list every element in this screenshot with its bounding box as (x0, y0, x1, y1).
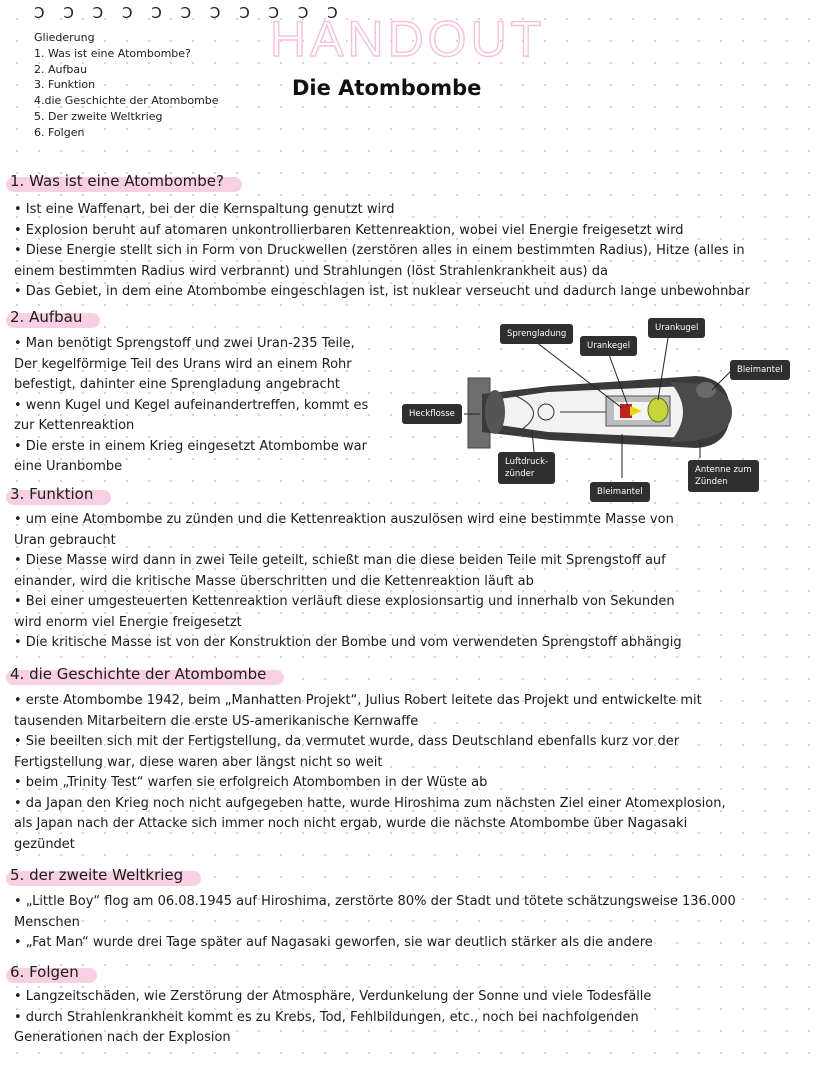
text-line: • Man benötigt Sprengstoff und zwei Uran-235 Teile, (14, 336, 355, 351)
text-line: • „Little Boy“ flog am 06.08.1945 auf Hiroshima, zerstörte 80% der Stadt und tötete schätzungsweise 136.000 (14, 894, 736, 909)
text-line: • Diese Masse wird dann in zwei Teile geteilt, schießt man die diese beiden Teile mit Sprengstoff auf (14, 553, 666, 568)
label-bleimantel-bottom: Bleimantel (590, 482, 650, 502)
text-line: Generationen nach der Explosion (14, 1030, 231, 1045)
text-line: gezündet (14, 836, 75, 852)
toc-item: 3. Funktion (34, 78, 96, 92)
text-line: • Die erste in einem Krieg eingesetzt Atombombe war (14, 438, 367, 454)
label-heckflosse: Heckflosse (402, 404, 462, 424)
text-line: als Japan nach der Attacke sich immer noch nicht ergab, wurde die nächste Atombombe über Nagasaki (14, 816, 688, 831)
text-line: • erste Atombombe 1942, beim „Manhatten Projekt“, Julius Robert leitete das Projekt und entwickelte mit (14, 693, 702, 708)
text-line: • um eine Atombombe zu zünden und die Kettenreaktion auszulösen wird eine bestimmte Masse von (14, 512, 674, 527)
label-antenne: Antenne zum Zünden (688, 460, 759, 492)
label-urankugel: Urankugel (648, 318, 705, 338)
label-sprengladung: Sprengladung (500, 324, 573, 344)
section-heading-4: 4. die Geschichte der Atombombe (10, 665, 266, 683)
text-line: wird enorm viel Energie freigesetzt (14, 614, 242, 630)
section-body-2 (14, 334, 368, 478)
section-heading-1: 1. Was ist eine Atombombe? (10, 172, 224, 190)
text-line: einander, wird die kritische Masse überschritten und die Kettenreaktion läuft ab (14, 573, 534, 589)
text-line: tausenden Mitarbeitern die erste US-amerikanische Kernwaffe (14, 713, 419, 729)
toc-item: 1. Was ist eine Atombombe? (34, 46, 191, 60)
section-heading-5: 5. der zweite Weltkrieg (10, 866, 183, 884)
page-title: Die Atombombe (292, 76, 482, 100)
section-body-5 (14, 892, 736, 954)
section-body-3 (14, 510, 682, 654)
text-line: • wenn Kugel und Kegel aufeinandertreffen, kommt es (14, 397, 369, 413)
section-body-1 (14, 200, 750, 303)
text-line: • beim „Trinity Test“ warfen sie erfolgreich Atombomben in der Wüste ab (14, 775, 488, 790)
text-line: Uran gebraucht (14, 532, 116, 548)
text-line: • Die kritische Masse ist von der Konstruktion der Bombe und vom verwendeten Sprengstoff abhängig (14, 635, 682, 650)
handout-watermark: HANDOUT (270, 11, 546, 67)
section-heading-3: 3. Funktion (10, 485, 93, 503)
text-line: Menschen (14, 914, 80, 930)
text-line: • Sie beeilten sich mit der Fertigstellung, da vermutet wurde, dass Deutschland ebenfalls kurz vor der (14, 734, 680, 749)
text-line: • „Fat Man“ wurde drei Tage später auf Nagasaki geworfen, sie war deutlich stärker als die andere (14, 935, 653, 950)
section-heading-2: 2. Aufbau (10, 308, 82, 326)
text-line: Der kegelförmige Teil des Urans wird an einem Rohr (14, 356, 352, 372)
text-line: • Explosion beruht auf atomaren unkontrollierbaren Kettenreaktion, wobei viel Energie freigesetzt wird (14, 222, 684, 238)
section-body-4 (14, 691, 726, 855)
label-bleimantel-top: Bleimantel (730, 360, 790, 380)
text-line: Fertigstellung war, diese waren aber längst nicht so weit (14, 754, 383, 770)
toc-item: 5. Der zweite Weltkrieg (34, 109, 163, 123)
text-line: eine Uranbombe (14, 459, 123, 474)
text-line: einem bestimmten Radius wird verbrannt) und Strahlungen (löst Strahlenkrankheit aus) da (14, 263, 608, 279)
toc-item: 2. Aufbau (34, 62, 88, 76)
section-body-6 (14, 987, 651, 1049)
label-luftdruckzuender: Luftdruck- zünder (498, 452, 555, 484)
toc-item: 4.die Geschichte der Atombombe (34, 94, 219, 108)
text-line: • durch Strahlenkrankheit kommt es zu Krebs, Tod, Fehlbildungen, etc., noch bei nachfolgenden (14, 1009, 639, 1025)
text-line: • Diese Energie stellt sich in Form von Druckwellen (zerstören alles in einem bestimmten Radius), Hitze (alles in (14, 243, 745, 258)
text-line: • Bei einer umgesteuerten Kettenreaktion verläuft diese explosionsartig und innerhalb von Sekunden (14, 594, 675, 609)
text-line: zur Kettenreaktion (14, 418, 135, 433)
table-of-contents (34, 30, 219, 141)
section-heading-6: 6. Folgen (10, 963, 79, 981)
text-line: • Ist eine Waffenart, bei der die Kernspaltung genutzt wird (14, 202, 395, 217)
text-line: • Das Gebiet, in dem eine Atombombe eingeschlagen ist, ist nuklear verseucht und dadurch lange unbewohnbar (14, 284, 750, 299)
bomb-diagram (400, 316, 783, 506)
toc-heading: Gliederung (34, 31, 95, 44)
toc-item: 6. Folgen (34, 125, 85, 139)
notebook-rings: Ɔ Ɔ Ɔ Ɔ Ɔ Ɔ Ɔ Ɔ Ɔ Ɔ Ɔ (34, 4, 345, 22)
text-line: • da Japan den Krieg noch nicht aufgegeben hatte, wurde Hiroshima zum nächsten Ziel einer Atomexplosion, (14, 795, 726, 811)
text-line: • Langzeitschäden, wie Zerstörung der Atmosphäre, Verdunkelung der Sonne und viele Todesfälle (14, 989, 652, 1004)
label-urankegel: Urankegel (580, 336, 637, 356)
text-line: befestigt, dahinter eine Sprengladung angebracht (14, 377, 341, 392)
